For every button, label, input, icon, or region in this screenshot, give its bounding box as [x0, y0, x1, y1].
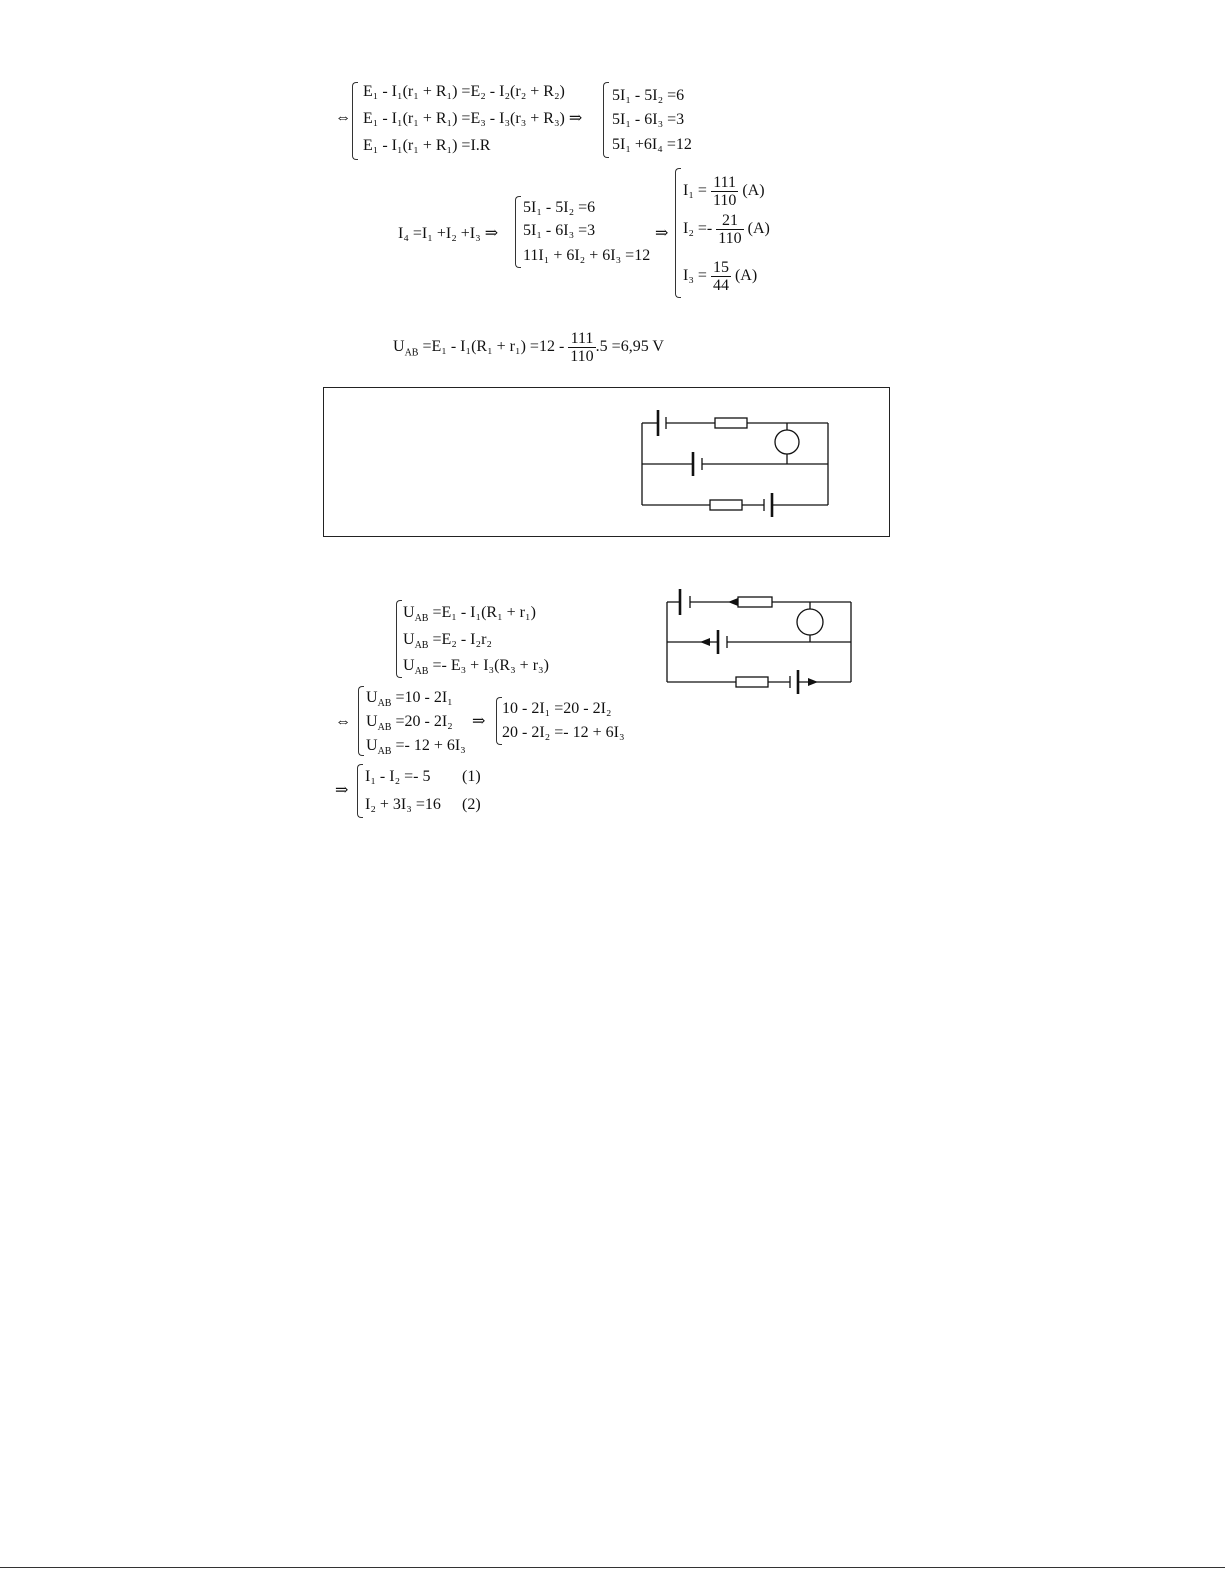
system4-eq-2 [403, 630, 492, 655]
u-symbol: U [403, 657, 415, 674]
result-i1 [683, 174, 765, 209]
left-brace-8 [357, 764, 363, 818]
uab-frac-den: 110 [570, 348, 594, 365]
system2-eq-1: 5I₁ - 5I₂ =6 [523, 199, 596, 216]
implies-arrow-2: ⇒ [655, 225, 669, 242]
left-brace-6 [358, 686, 364, 756]
uab-fraction [568, 330, 595, 365]
u-subscript: AB [414, 613, 429, 625]
i4-relation: I₄ =I₁ +I₂ +I₃ ⇒ [398, 225, 499, 242]
circuit-diagram-1 [630, 400, 840, 520]
result-i1-unit: (A) [742, 182, 765, 200]
system5-eq-2-rhs: =20 - 2I₂ [395, 713, 453, 730]
final-eq-2-tag: (2) [462, 796, 481, 813]
result-i3-den: 44 [712, 277, 729, 294]
result-i3 [683, 259, 757, 294]
equiv-symbol-2: ⇔ [335, 713, 351, 730]
result-i2-num: 21 [716, 212, 743, 230]
result-i1-label: I₁ = [683, 182, 707, 200]
uab-tail: .5 =6,95 V [595, 338, 664, 356]
u-subscript: AB [414, 640, 429, 652]
result-i2-label: I₂ =- [683, 220, 713, 238]
uab-result [393, 330, 664, 365]
system4-eq-3 [403, 656, 549, 681]
system1r-eq-2: 5I₁ - 6I₃ =3 [612, 111, 685, 128]
u-subscript: AB [377, 722, 392, 734]
result-i3-num: 15 [712, 259, 729, 276]
implies-arrow-4: ⇒ [472, 713, 486, 730]
left-brace-1 [352, 82, 358, 160]
result-i1-den: 110 [712, 192, 737, 209]
uab-symbol: U [393, 338, 405, 356]
uab-subscript: AB [404, 347, 419, 359]
system1-eq-3: E₁ - I₁(r₁ + R₁) =I.R [363, 137, 491, 154]
left-brace-2 [603, 82, 609, 158]
result-i2-unit: (A) [747, 220, 770, 238]
system4-eq-1-rhs: =E₁ - I₁(R₁ + r₁) [432, 604, 536, 621]
u-symbol: U [366, 689, 378, 706]
equiv-symbol-1: ⇔ [335, 109, 351, 126]
u-symbol: U [366, 713, 378, 730]
system6-eq-2: 20 - 2I₂ =- 12 + 6I₃ [502, 724, 625, 741]
system5-eq-3-rhs: =- 12 + 6I₃ [395, 737, 466, 754]
system5-eq-1 [366, 688, 453, 713]
final-eq-2 [365, 795, 441, 814]
left-brace-3 [515, 196, 521, 268]
uab-frac-num: 111 [568, 330, 595, 348]
result-i2 [683, 212, 770, 247]
result-i2-den: 110 [718, 230, 742, 247]
uab-expression: =E₁ - I₁(R₁ + r₁) =12 - [422, 338, 565, 356]
system1-eq-2: E₁ - I₁(r₁ + R₁) =E₃ - I₃(r₃ + R₃) ⇒ [363, 110, 583, 127]
result-i3-fraction [711, 259, 731, 294]
result-i3-unit: (A) [734, 267, 758, 285]
system5-eq-3 [366, 736, 466, 761]
system6-eq-1: 10 - 2I₁ =20 - 2I₂ [502, 700, 612, 717]
final-eq-1-tag: (1) [462, 768, 481, 785]
u-subscript: AB [414, 666, 429, 678]
final-eq-1 [365, 767, 431, 786]
result-i1-fraction [711, 174, 738, 209]
u-symbol: U [403, 631, 415, 648]
u-symbol: U [403, 604, 415, 621]
final-eq-2-body: I₂ + 3I₃ =16 [365, 796, 441, 813]
system4-eq-1 [403, 603, 536, 628]
system1r-eq-1: 5I₁ - 5I₂ =6 [612, 87, 685, 104]
system1r-eq-3: 5I₁ +6I₄ =12 [612, 136, 692, 153]
result-i3-label: I₃ = [683, 267, 707, 285]
system4-eq-2-rhs: =E₂ - I₂r₂ [432, 631, 492, 648]
system4-eq-3-rhs: =- E₃ + I₃(R₃ + r₃) [432, 657, 549, 674]
system2-eq-2: 5I₁ - 6I₃ =3 [523, 222, 596, 239]
system5-eq-1-rhs: =10 - 2I₁ [395, 689, 453, 706]
system5-eq-2 [366, 712, 453, 737]
left-brace-5 [396, 600, 402, 678]
final-eq-1-body: I₁ - I₂ =- 5 [365, 768, 431, 785]
system1-eq-1: E₁ - I₁(r₁ + R₁) =E₂ - I₂(r₂ + R₂) [363, 83, 565, 100]
left-brace-4 [675, 168, 681, 298]
u-symbol: U [366, 737, 378, 754]
page-footer-rule [0, 1567, 1225, 1568]
result-i1-num: 111 [711, 174, 738, 192]
system2-eq-3: 11I₁ + 6I₂ + 6I₃ =12 [523, 247, 651, 264]
implies-arrow-5: ⇒ [335, 782, 349, 799]
circuit-diagram-2 [660, 585, 860, 700]
u-subscript: AB [377, 746, 392, 758]
result-i2-fraction [716, 212, 743, 247]
u-subscript: AB [377, 698, 392, 710]
